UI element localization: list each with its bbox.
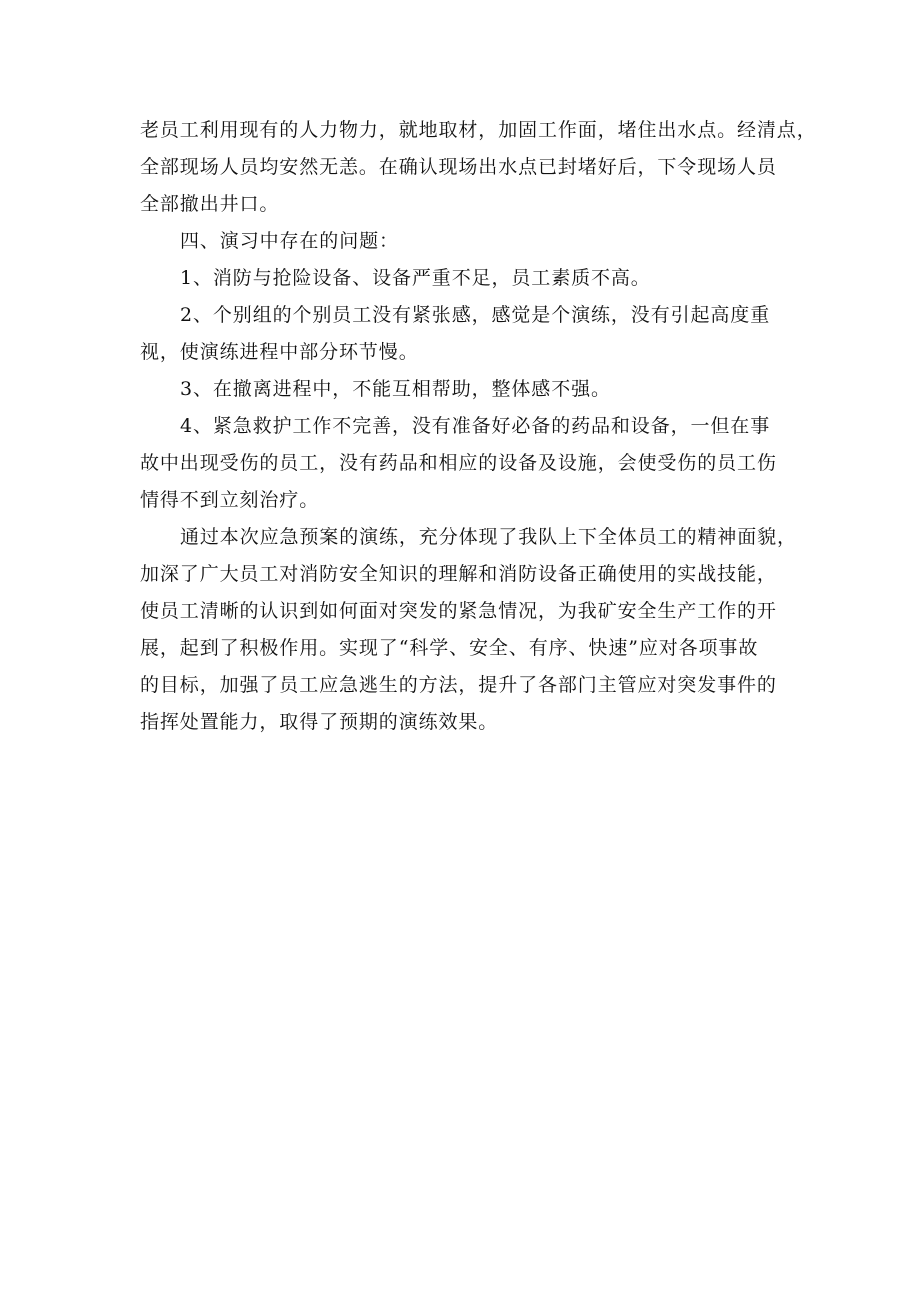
text-line: 4、紧急救护工作不完善，没有准备好必备的药品和设备，一但在事 (180, 415, 771, 437)
paragraph-conclusion (140, 519, 802, 741)
section-heading-problems (140, 223, 802, 260)
text-line: 3、在撤离进程中，不能互相帮助，整体感不强。 (180, 378, 611, 400)
text-line: 1、消防与抢险设备、设备严重不足，员工素质不高。 (180, 267, 651, 289)
text-line: 老员工利用现有的人力物力，就地取材，加固工作面，堵住出水点。经清点， (140, 119, 817, 141)
document-page (140, 112, 817, 741)
text-line: 故中出现受伤的员工，没有药品和相应的设备及设施，会使受伤的员工伤 (140, 452, 777, 474)
text-line: 展，起到了积极作用。实现了“科学、安全、有序、快速”应对各项事故 (140, 637, 759, 659)
text-line: 使员工清晰的认识到如何面对突发的紧急情况，为我矿安全生产工作的开 (140, 600, 777, 622)
list-item-1 (140, 260, 802, 297)
list-item-4 (140, 408, 802, 519)
list-item-3 (140, 371, 802, 408)
text-line: 情得不到立刻治疗。 (140, 489, 320, 511)
heading-text: 四、演习中存在的问题： (180, 230, 399, 252)
text-line: 指挥处置能力，取得了预期的演练效果。 (140, 711, 499, 733)
text-line: 全部撤出井口。 (140, 193, 280, 215)
text-line: 通过本次应急预案的演练，充分体现了我队上下全体员工的精神面貌， (180, 526, 797, 548)
list-item-2 (140, 297, 802, 371)
text-line: 2、个别组的个别员工没有紧张感，感觉是个演练，没有引起高度重 (180, 304, 771, 326)
text-line: 的目标，加强了员工应急逃生的方法，提升了各部门主管应对突发事件的 (140, 674, 777, 696)
paragraph-continuation (140, 112, 817, 223)
text-line: 加深了广大员工对消防安全知识的理解和消防设备正确使用的实战技能， (140, 563, 777, 585)
text-line: 全部现场人员均安然无恙。在确认现场出水点已封堵好后，下令现场人员 (140, 156, 777, 178)
text-line: 视，使演练进程中部分环节慢。 (140, 341, 419, 363)
